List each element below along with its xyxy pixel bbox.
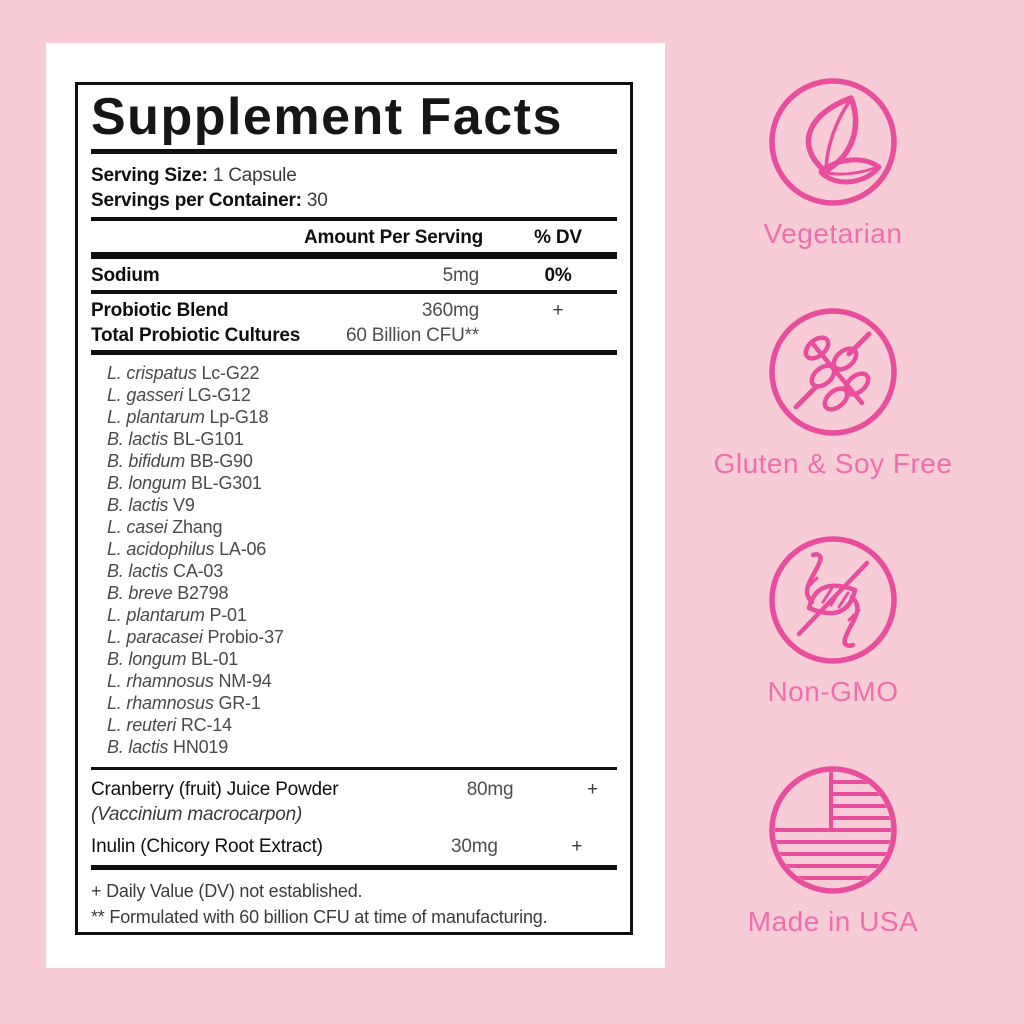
strain-item: B. lactis BL-G101 (107, 429, 244, 449)
badge-vegetarian (683, 74, 983, 250)
total-cultures-amount: 60 Billion CFU** (345, 325, 479, 346)
label-card (46, 43, 665, 968)
badge-gluten-soy-free (683, 304, 983, 480)
badge-non-gmo (683, 532, 983, 708)
sodium-dv: 0% (544, 265, 572, 286)
strain-item: L. plantarum Lp-G18 (107, 407, 269, 427)
non-gmo-dna-icon (765, 532, 901, 668)
sodium-name: Sodium (91, 265, 160, 286)
total-cultures-row (91, 323, 617, 348)
made-in-usa-flag-icon (765, 762, 901, 898)
strain-item: B. breve B2798 (107, 583, 229, 603)
strain-item: L. paracasei Probio-37 (107, 627, 284, 647)
strain-item: B. lactis CA-03 (107, 561, 224, 581)
strain-list (107, 362, 617, 758)
badge-made-in-usa-label: Made in USA (747, 906, 919, 937)
servings-value: 30 (306, 190, 328, 211)
amount-per-serving-header: Amount Per Serving (304, 227, 484, 248)
divider (91, 290, 617, 294)
cranberry-row (91, 777, 617, 802)
badge-made-in-usa (683, 762, 983, 938)
column-header-row (91, 225, 617, 250)
strain-item: B. lactis V9 (107, 495, 195, 515)
serving-size-label: Serving Size: (91, 165, 208, 186)
strain-item: L. casei Zhang (107, 517, 223, 537)
strain-item: L. crispatus Lc-G22 (107, 363, 260, 383)
strain-item: L. gasseri LG-G12 (107, 385, 251, 405)
serving-size-value: 1 Capsule (212, 165, 297, 186)
supplement-facts-panel (75, 82, 633, 935)
cranberry-amount: 80mg (466, 779, 514, 800)
total-cultures-name: Total Probiotic Cultures (91, 325, 301, 346)
inulin-dv: + (571, 836, 583, 857)
strain-item: L. rhamnosus NM-94 (107, 671, 272, 691)
divider (91, 149, 617, 154)
badge-non-gmo-label: Non-GMO (767, 676, 899, 707)
sodium-row (91, 263, 617, 288)
divider (91, 350, 617, 355)
inulin-amount: 30mg (451, 836, 498, 857)
badge-column (683, 0, 983, 1024)
strain-item: B. longum BL-01 (107, 649, 239, 669)
strain-item: B. longum BL-G301 (107, 473, 262, 493)
divider (91, 865, 617, 870)
cranberry-name: Cranberry (fruit) Juice Powder (91, 779, 339, 800)
cranberry-dv: + (586, 779, 598, 800)
vegetarian-leaf-icon (765, 74, 901, 210)
sodium-amount: 5mg (442, 265, 479, 286)
strain-item: L. reuteri RC-14 (107, 715, 232, 735)
divider (91, 767, 617, 770)
inulin-row (91, 834, 617, 859)
divider (91, 217, 617, 221)
probiotic-blend-name: Probiotic Blend (91, 300, 229, 321)
footnote-dv: + Daily Value (DV) not established. (91, 881, 363, 901)
badge-vegetarian-label: Vegetarian (763, 218, 903, 249)
cranberry-latin-name: (Vaccinium macrocarpon) (91, 804, 303, 825)
servings-per-container-row (91, 188, 617, 213)
strain-item: B. bifidum BB-G90 (107, 451, 253, 471)
inulin-name: Inulin (Chicory Root Extract) (91, 836, 323, 857)
footnote-cfu: ** Formulated with 60 billion CFU at time of manufacturing. (91, 907, 548, 927)
strain-item: B. lactis HN019 (107, 737, 229, 757)
strain-item: L. plantarum P-01 (107, 605, 247, 625)
strain-item: L. acidophilus LA-06 (107, 539, 267, 559)
strain-item: L. rhamnosus GR-1 (107, 693, 261, 713)
probiotic-blend-row (91, 298, 617, 323)
probiotic-blend-dv: + (552, 300, 564, 321)
gluten-soy-free-icon (765, 304, 901, 440)
probiotic-blend-amount: 360mg (421, 300, 479, 321)
footnotes (91, 878, 617, 930)
serving-size-row (91, 163, 617, 188)
divider (91, 252, 617, 259)
percent-dv-header: % DV (534, 227, 582, 248)
supplement-facts-title: Supplement Facts (91, 88, 563, 146)
servings-label: Servings per Container: (91, 190, 302, 211)
badge-gluten-soy-free-label: Gluten & Soy Free (713, 448, 953, 479)
